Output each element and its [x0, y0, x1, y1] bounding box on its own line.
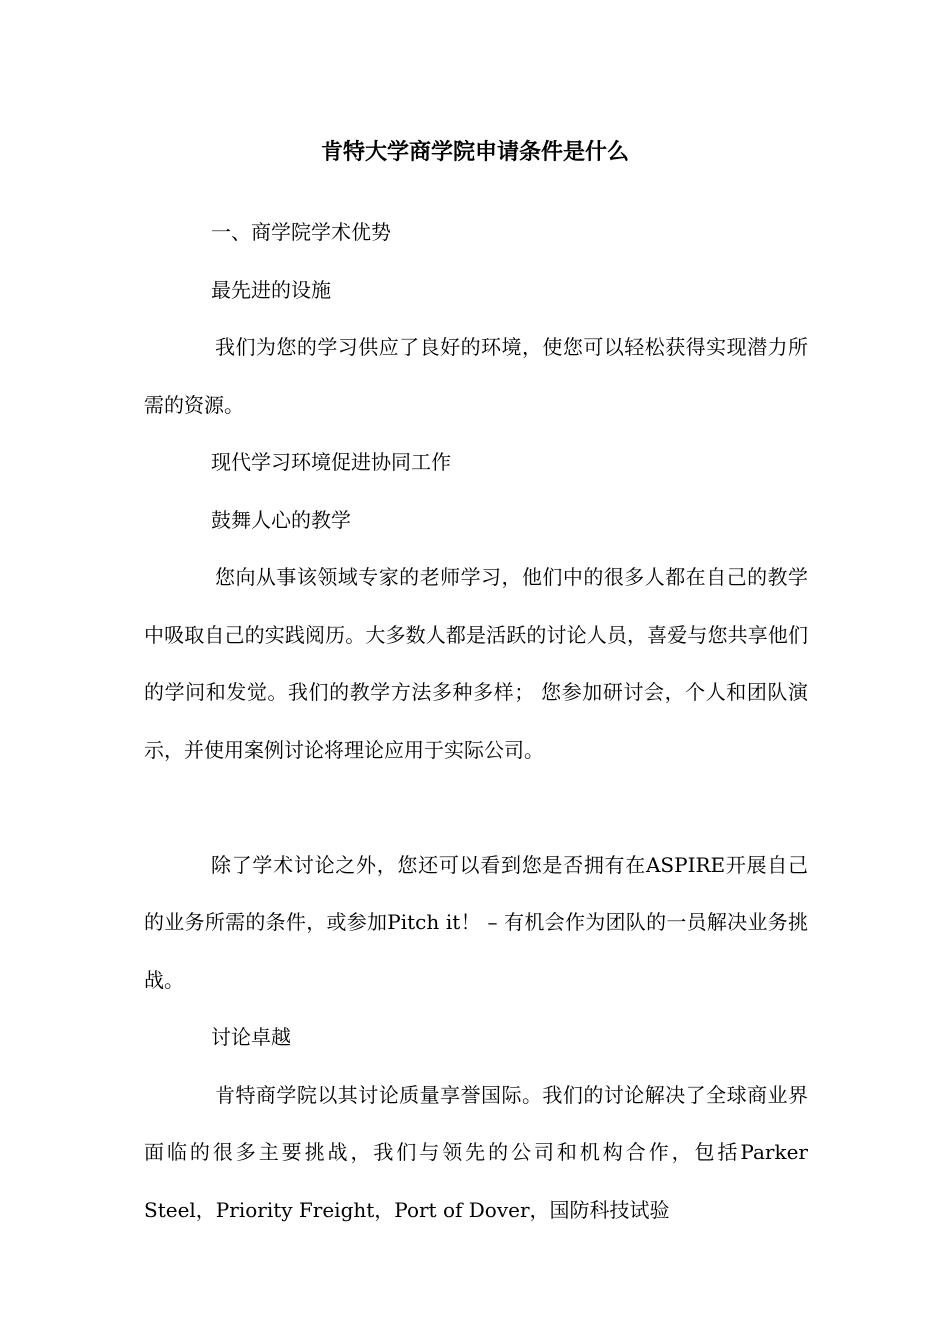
blank-line [144, 779, 808, 837]
subheading-facilities: 最先进的设施 [211, 277, 331, 302]
paragraph-research: 肯特商学院以其讨论质量享誉国际。我们的讨论解决了全球商业界面临的很多主要挑战，我们与领先的公司和机构合作，包括Parker Steel，Priority Freight，Port of Dover，国防科技试验 [144, 1082, 808, 1222]
section-heading-academic-advantages: 一、商学院学术优势 [211, 220, 391, 244]
document-title: 肯特大学商学院申请条件是什么 [320, 139, 629, 165]
subheading-teaching: 鼓舞人心的教学 [211, 507, 351, 532]
paragraph-teaching: 您向从事该领域专家的老师学习，他们中的很多人都在自己的教学中吸取自己的实践阅历。大多数人都是活跃的讨论人员，喜爱与您共享他们的学问和发觉。我们的教学方法多种多样； 您参加研讨会，个人和团队演示，并使用案例讨论将理论应用于实际公司。 [144, 565, 808, 762]
document-body [144, 204, 808, 1239]
paragraph-aspire: 除了学术讨论之外，您还可以看到您是否拥有在ASPIRE开展自己的业务所需的条件，或参加Pitch it！ – 有机会作为团队的一员解决业务挑战。 [144, 852, 808, 992]
subheading-learning-environment: 现代学习环境促进协同工作 [211, 450, 451, 474]
subheading-research-excellence: 讨论卓越 [211, 1025, 291, 1049]
paragraph-facilities: 我们为您的学习供应了良好的环境，使您可以轻松获得实现潜力所需的资源。 [144, 335, 808, 417]
